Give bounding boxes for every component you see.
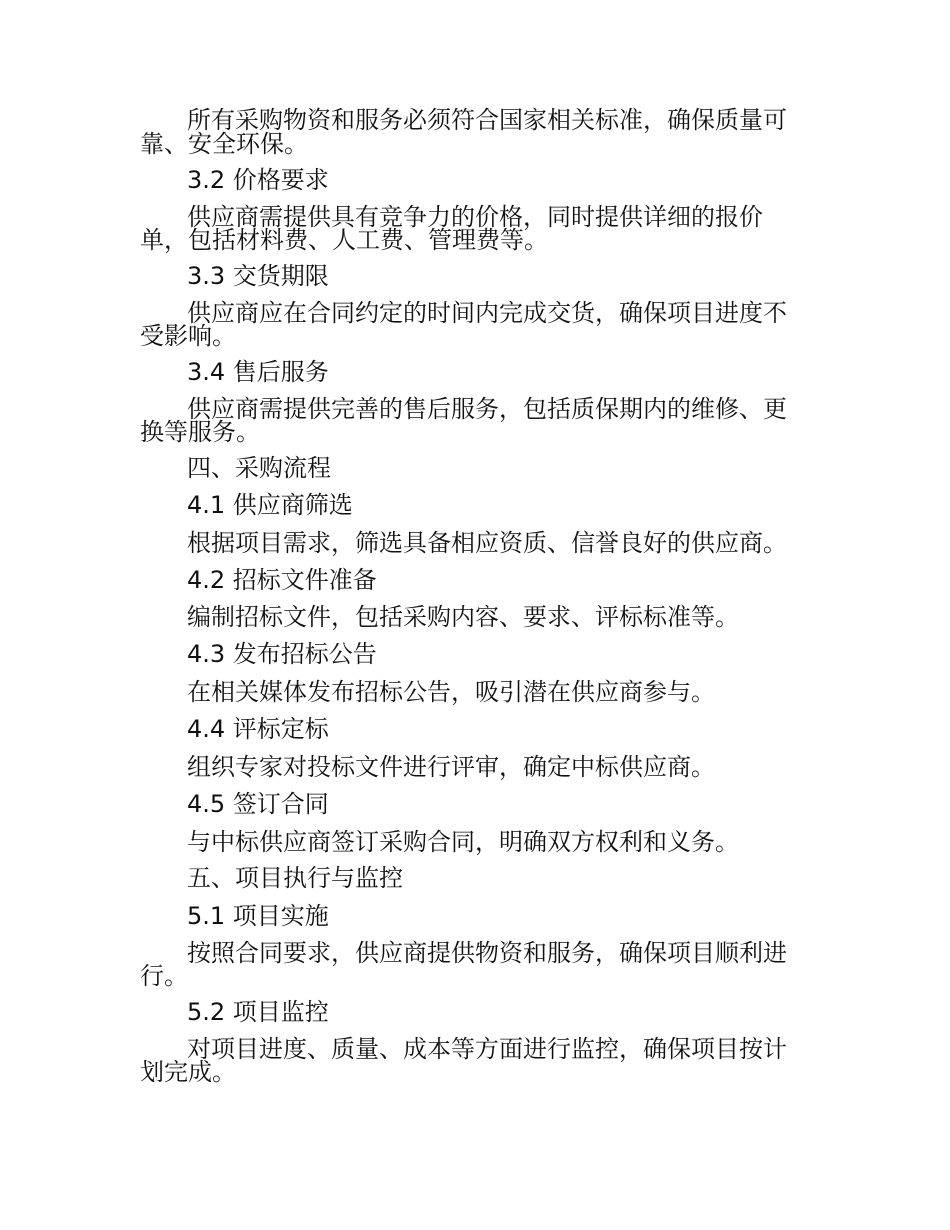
paragraph-line: 供应商需提供具有竞争力的价格，同时提供详细的报价	[187, 203, 763, 231]
section-heading: 4.1 供应商筛选	[187, 491, 353, 519]
paragraph-line: 单，包括材料费、人工费、管理费等。	[140, 226, 548, 254]
paragraph-line: 靠、安全环保。	[140, 130, 308, 158]
section-heading: 4.5 签订合同	[187, 790, 329, 818]
paragraph-line: 供应商应在合同约定的时间内完成交货，确保项目进度不	[187, 299, 787, 327]
paragraph-line: 换等服务。	[140, 418, 260, 446]
chapter-heading: 五、项目执行与监控	[187, 864, 403, 892]
paragraph-line: 行。	[140, 962, 188, 990]
section-heading: 3.3 交货期限	[187, 262, 329, 290]
section-heading: 4.4 评标定标	[187, 715, 329, 743]
section-heading: 4.2 招标文件准备	[187, 566, 377, 594]
paragraph-line: 在相关媒体发布招标公告，吸引潜在供应商参与。	[187, 678, 715, 706]
paragraph-line: 对项目进度、质量、成本等方面进行监控，确保项目按计	[187, 1035, 787, 1063]
paragraph-line: 按照合同要求，供应商提供物资和服务，确保项目顺利进	[187, 939, 787, 967]
paragraph-line: 编制招标文件，包括采购内容、要求、评标标准等。	[187, 603, 739, 631]
section-heading: 5.2 项目监控	[187, 998, 329, 1026]
section-heading: 3.2 价格要求	[187, 166, 329, 194]
section-heading: 3.4 售后服务	[187, 358, 329, 386]
section-heading: 4.3 发布招标公告	[187, 640, 377, 668]
paragraph-line: 所有采购物资和服务必须符合国家相关标准，确保质量可	[187, 106, 787, 134]
chapter-heading: 四、采购流程	[187, 454, 331, 482]
paragraph-line: 组织专家对投标文件进行评审，确定中标供应商。	[187, 753, 715, 781]
paragraph-line: 受影响。	[140, 322, 236, 350]
paragraph-line: 根据项目需求，筛选具备相应资质、信誉良好的供应商。	[187, 529, 787, 557]
paragraph-line: 供应商需提供完善的售后服务，包括质保期内的维修、更	[187, 395, 787, 423]
section-heading: 5.1 项目实施	[187, 902, 329, 930]
paragraph-line: 划完成。	[140, 1058, 236, 1086]
paragraph-line: 与中标供应商签订采购合同，明确双方权利和义务。	[187, 828, 739, 856]
